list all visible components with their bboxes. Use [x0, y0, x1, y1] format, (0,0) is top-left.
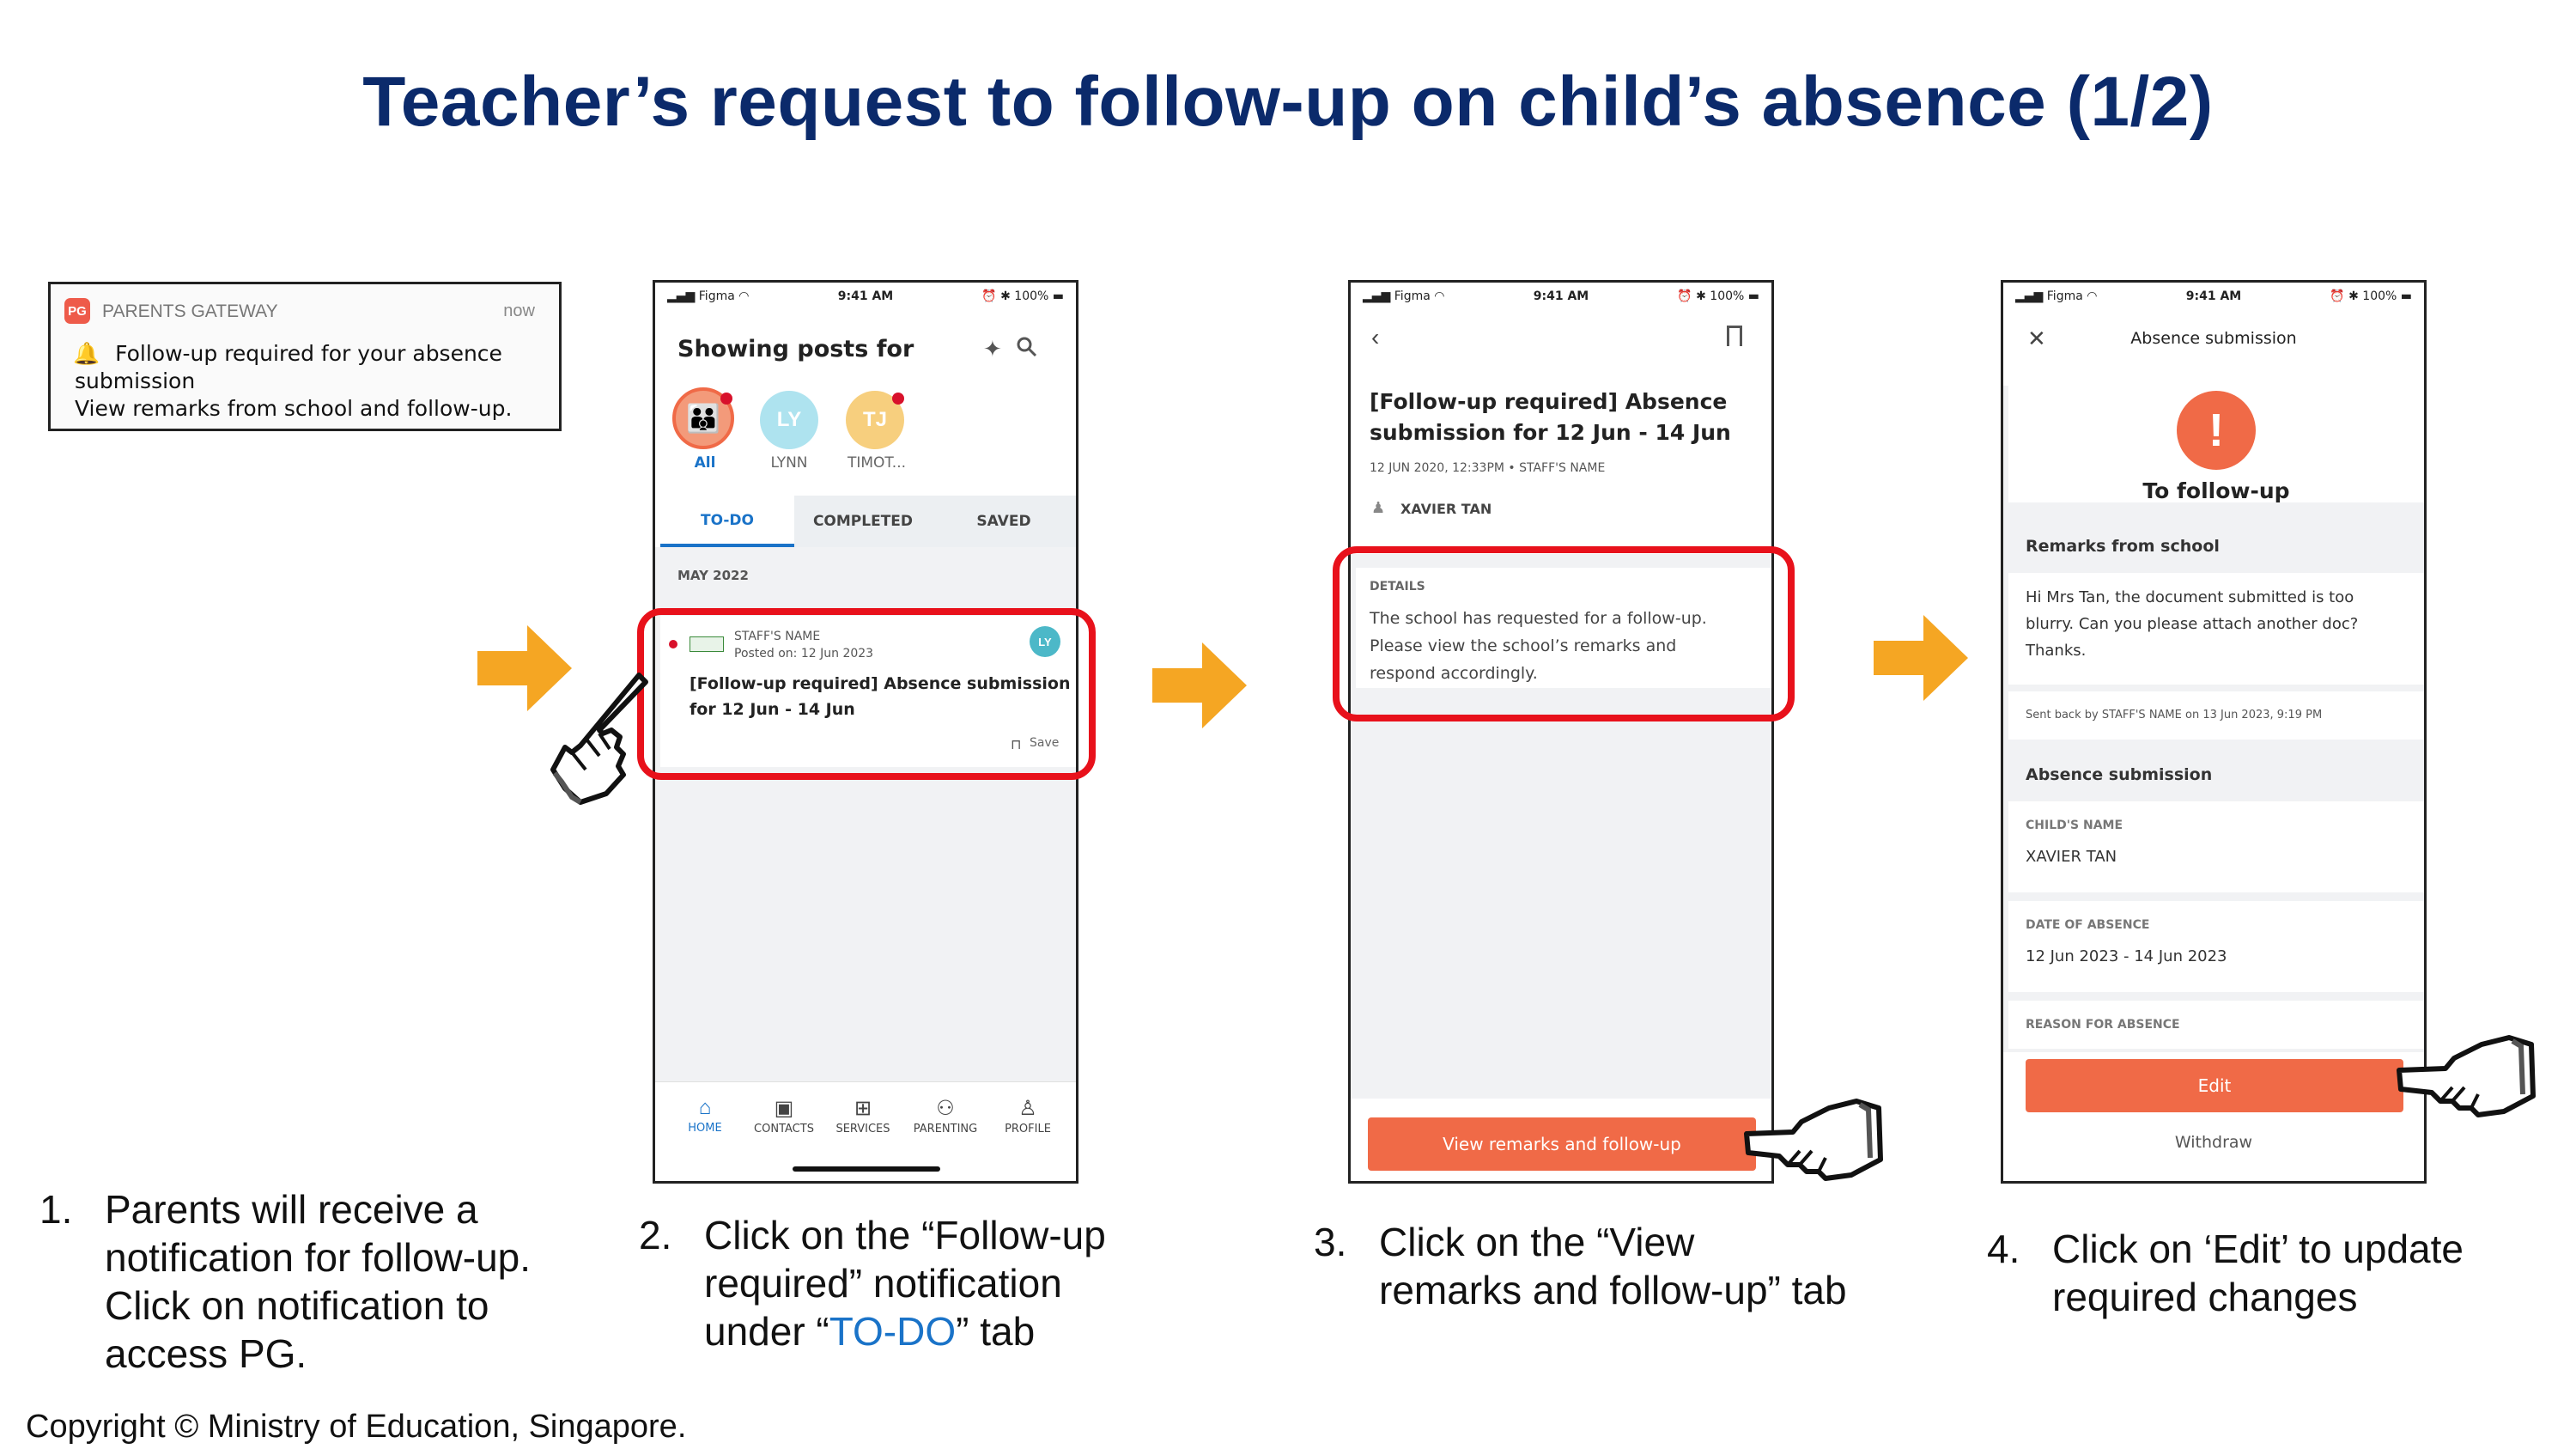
field-date: [2008, 901, 2424, 992]
details-text: Please view the school’s remarks and: [1370, 636, 1677, 655]
person-icon: ♟: [1371, 499, 1386, 516]
notification-line: submission: [75, 368, 196, 393]
post-title: [Follow-up required] Absence submission: [690, 674, 1071, 693]
view-remarks-button[interactable]: View remarks and follow-up: [1368, 1117, 1756, 1171]
back-icon[interactable]: ‹: [1371, 324, 1380, 350]
hand-pointer-icon: [546, 668, 658, 806]
child-label: TIMOT...: [847, 454, 907, 472]
child-label: LYNN: [770, 454, 808, 472]
page-title: Teacher’s request to follow-up on child’s absence (1/2): [362, 63, 2214, 141]
step-text: notification for follow-up.: [105, 1235, 532, 1280]
alarm-icon: ⏰: [2330, 289, 2345, 303]
bookmark-icon[interactable]: [1727, 326, 1742, 346]
tab-todo[interactable]: TO-DO: [660, 496, 794, 547]
details-text: The school has requested for a follow-up.: [1370, 609, 1707, 628]
sparkle-icon[interactable]: ✦: [983, 336, 1002, 362]
step-number: 3.: [1314, 1220, 1347, 1264]
remarks-text: blurry. Can you please attach another doc?: [2026, 615, 2359, 633]
alert-icon: !: [2177, 391, 2256, 470]
bluetooth-icon: ✱: [1696, 289, 1706, 303]
step-text: Parents will receive a: [105, 1187, 478, 1232]
edit-button[interactable]: Edit: [2026, 1059, 2403, 1112]
signal-icon: ▂▄▆: [1363, 289, 1391, 303]
section-title: Remarks from school: [2026, 537, 2220, 556]
step-text: Click on the “View: [1379, 1220, 1695, 1264]
home-indicator: [793, 1166, 940, 1172]
push-notification[interactable]: [48, 282, 562, 431]
section-label: MAY 2022: [677, 568, 749, 583]
wifi-icon: ◠: [738, 289, 750, 303]
step-text: Click on ‘Edit’ to update: [2052, 1227, 2464, 1271]
bell-icon: 🔔: [73, 341, 100, 366]
profile-icon: ♙: [1018, 1097, 1037, 1120]
pg-app-icon: PG: [64, 298, 90, 324]
hand-pointer-icon: [2392, 1019, 2538, 1130]
feed-header: Showing posts for: [677, 336, 914, 362]
battery-icon: ▬: [1052, 289, 1064, 303]
field-label: DATE OF ABSENCE: [2026, 918, 2150, 932]
sent-back-card: [2008, 691, 2424, 740]
remarks-text: Hi Mrs Tan, the document submitted is too: [2026, 588, 2354, 606]
notification-dot: [720, 393, 732, 405]
child-filter-timot[interactable]: [844, 391, 918, 477]
avatar: LY: [1030, 626, 1060, 657]
step-text: required” notification: [704, 1261, 1062, 1306]
bluetooth-icon: ✱: [2348, 289, 2359, 303]
section-title: Absence submission: [2026, 765, 2213, 784]
field-label: REASON FOR ABSENCE: [2026, 1018, 2180, 1032]
avatar: LY: [760, 391, 818, 449]
posted-date: Posted on: 12 Jun 2023: [734, 647, 874, 661]
field-value: XAVIER TAN: [2026, 848, 2117, 866]
step-number: 4.: [1987, 1227, 2020, 1271]
nav-label: CONTACTS: [754, 1123, 814, 1135]
notification-line: 🔔 Follow-up required for your absence: [73, 341, 502, 366]
status-bar: ▂▄▆ Figma ◠ 9:41 AM ⏰ ✱ 100% ▬: [1363, 289, 1759, 303]
details-label: DETAILS: [1370, 580, 1425, 594]
signal-icon: ▂▄▆: [667, 289, 696, 303]
notification-time: now: [503, 301, 535, 320]
notification-dot: [892, 393, 904, 405]
step-1: [39, 1185, 589, 1391]
highlight-box: [637, 608, 1096, 780]
copyright: Copyright © Ministry of Education, Singapore.: [26, 1409, 687, 1445]
post-title: [Follow-up required] Absence: [1370, 389, 1728, 414]
wifi-icon: ◠: [1434, 289, 1445, 303]
avatar: TJ: [846, 391, 904, 449]
battery-icon: ▬: [2400, 289, 2412, 303]
close-icon[interactable]: ✕: [2027, 326, 2046, 351]
nav-profile[interactable]: [988, 1096, 1067, 1135]
arrow-right-icon: [1874, 615, 1968, 701]
field-value: 12 Jun 2023 - 14 Jun 2023: [2026, 947, 2227, 965]
step-text: under “TO-DO” tab: [704, 1309, 1036, 1354]
notification-app-name: PARENTS GATEWAY: [102, 301, 278, 321]
tab-saved[interactable]: SAVED: [932, 496, 1076, 547]
parenting-icon: ⚇: [936, 1097, 955, 1120]
signal-icon: ▂▄▆: [2015, 289, 2044, 303]
nav-label: HOME: [688, 1122, 722, 1135]
alarm-icon: ⏰: [981, 289, 997, 303]
status-bar: ▂▄▆ Figma ◠ 9:41 AM ⏰ ✱ 100% ▬: [667, 289, 1064, 303]
save-button[interactable]: Save: [1030, 736, 1060, 750]
child-name: XAVIER TAN: [1400, 501, 1492, 517]
withdraw-button[interactable]: Withdraw: [2174, 1133, 2253, 1152]
highlight-box: [1333, 546, 1795, 721]
phone-screen-post: [1348, 280, 1774, 1184]
child-filter-lynn[interactable]: [758, 391, 823, 477]
details-text: respond accordingly.: [1370, 664, 1538, 683]
bookmark-icon[interactable]: ⊓: [1011, 738, 1022, 752]
nav-contacts[interactable]: [744, 1096, 823, 1135]
step-number: 1.: [39, 1187, 73, 1232]
step-text: required changes: [2052, 1275, 2358, 1319]
field-child: [2008, 801, 2424, 892]
child-label: All: [694, 454, 716, 472]
notification-body: View remarks from school and follow-up.: [75, 396, 513, 421]
step-text: remarks and follow-up” tab: [1379, 1268, 1847, 1312]
battery-icon: ▬: [1747, 289, 1759, 303]
nav-services[interactable]: [823, 1096, 902, 1135]
step-text: Click on notification to: [105, 1283, 489, 1328]
phone-screen-absence: [2001, 280, 2427, 1184]
tab-bar: [655, 496, 1076, 547]
nav-label: SERVICES: [835, 1123, 890, 1135]
alarm-icon: ⏰: [1677, 289, 1692, 303]
staff-name: STAFF'S NAME: [734, 630, 821, 643]
hand-pointer-icon: [1740, 1082, 1886, 1194]
family-icon: 👪: [686, 403, 720, 434]
nav-parenting[interactable]: [902, 1096, 988, 1135]
step-3: [1314, 1218, 1915, 1321]
status-card: [2008, 381, 2424, 502]
contacts-icon: ▣: [774, 1097, 794, 1120]
arrow-right-icon: [1152, 642, 1247, 728]
field-label: CHILD'S NAME: [2026, 819, 2123, 832]
post-title: for 12 Jun - 14 Jun: [690, 700, 855, 719]
status-bar: ▂▄▆ Figma ◠ 9:41 AM ⏰ ✱ 100% ▬: [2015, 289, 2412, 303]
home-icon: ⌂: [698, 1096, 712, 1119]
search-icon[interactable]: [1016, 336, 1038, 358]
nav-label: PROFILE: [1005, 1123, 1051, 1135]
todo-link: TO-DO: [829, 1309, 957, 1354]
status-title: To follow-up: [2142, 478, 2290, 503]
step-2: [639, 1211, 1188, 1366]
field-reason: [2008, 1001, 2424, 1049]
sent-back-text: Sent back by STAFF'S NAME on 13 Jun 2023, 9:19 PM: [2026, 709, 2323, 721]
step-number: 2.: [639, 1213, 672, 1257]
post-meta: 12 JUN 2020, 12:33PM • STAFF'S NAME: [1370, 461, 1606, 475]
services-icon: ⊞: [854, 1097, 872, 1120]
post-title: submission for 12 Jun - 14 Jun: [1370, 420, 1731, 445]
tab-completed[interactable]: COMPLETED: [794, 496, 932, 547]
bottom-nav: [655, 1081, 1076, 1184]
remarks-text: Thanks.: [2026, 642, 2087, 660]
step-text: Click on the “Follow-up: [704, 1213, 1106, 1257]
child-filter-all[interactable]: [672, 387, 738, 473]
wifi-icon: ◠: [2087, 289, 2098, 303]
step-4: [1987, 1225, 2554, 1328]
remarks-card: [2008, 573, 2424, 685]
bluetooth-icon: ✱: [1000, 289, 1011, 303]
nav-home[interactable]: [665, 1096, 744, 1135]
nav-label: PARENTING: [913, 1123, 978, 1135]
screen-title: Absence submission: [2130, 329, 2297, 348]
step-text: access PG.: [105, 1331, 307, 1376]
